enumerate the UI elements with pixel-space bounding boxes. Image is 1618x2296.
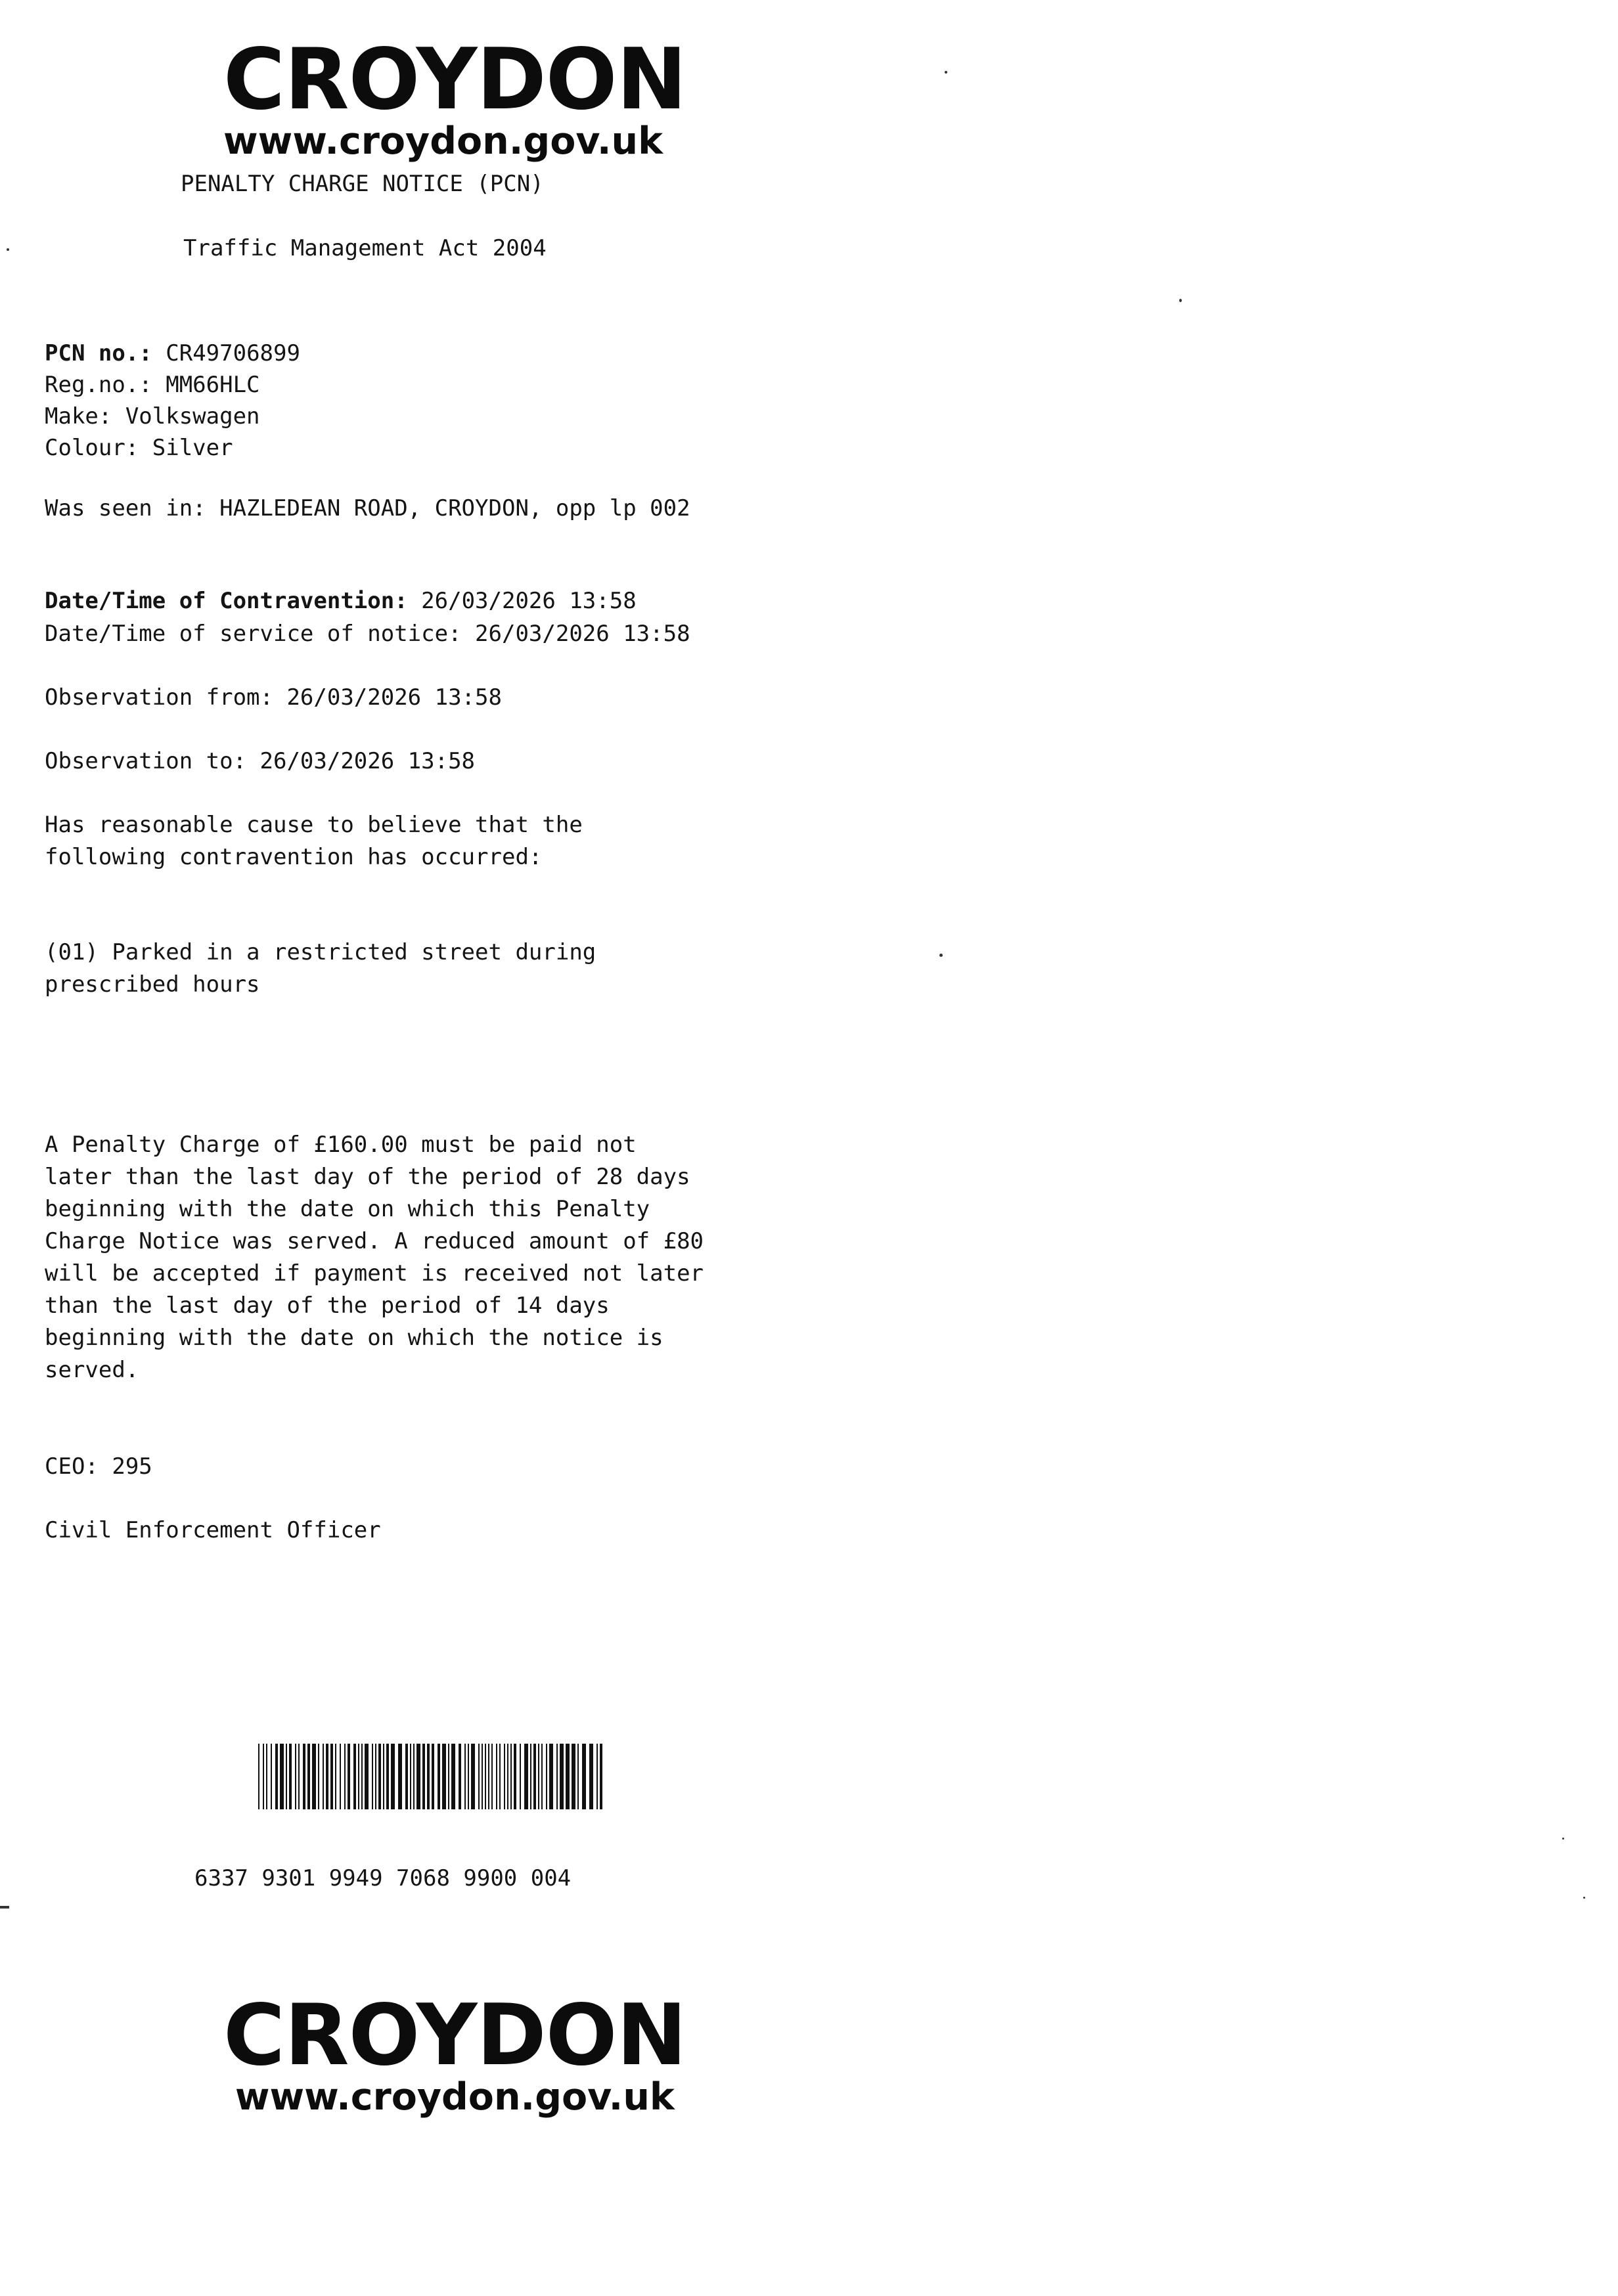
barcode-bar <box>572 1744 575 1809</box>
barcode-bar <box>524 1744 528 1809</box>
penalty-line-4: Charge Notice was served. A reduced amount of £80 <box>45 1228 704 1254</box>
reg-line: Reg.no.: MM66HLC <box>45 372 260 398</box>
belief-line-1: Has reasonable cause to believe that the <box>45 812 583 838</box>
barcode-bar <box>488 1744 489 1809</box>
barcode-number: 6337 9301 9949 7068 9900 004 <box>194 1865 572 1891</box>
logo-name: CROYDON <box>223 31 686 129</box>
barcode-bar <box>372 1744 373 1809</box>
croydon-logo-bottom <box>223 1987 686 2119</box>
barcode-bar <box>298 1744 300 1809</box>
barcode-bar <box>577 1744 579 1809</box>
observation-from-line: Observation from: 26/03/2026 13:58 <box>45 684 502 711</box>
barcode-bar <box>286 1744 287 1809</box>
scan-speck <box>1562 1838 1564 1840</box>
barcode-bar <box>258 1744 259 1809</box>
penalty-line-3: beginning with the date on which this Penalty <box>45 1196 650 1222</box>
pcn-number-line <box>45 337 300 370</box>
barcode-bar <box>504 1744 505 1809</box>
barcode-bar <box>307 1744 310 1809</box>
act-title: Traffic Management Act 2004 <box>183 235 547 261</box>
barcode-bar <box>514 1744 516 1809</box>
barcode-bar <box>361 1744 363 1809</box>
colour-line: Colour: Silver <box>45 435 233 461</box>
observation-to-line: Observation to: 26/03/2026 13:58 <box>45 748 476 774</box>
logo-url: www.croydon.gov.uk <box>223 120 663 163</box>
barcode <box>258 1744 604 1809</box>
barcode-bar <box>566 1744 570 1809</box>
barcode-bar <box>468 1744 469 1809</box>
penalty-line-8: served. <box>45 1357 139 1383</box>
barcode-bar <box>318 1744 319 1809</box>
barcode-bar <box>410 1744 411 1809</box>
penalty-line-6: than the last day of the period of 14 days <box>45 1292 610 1319</box>
penalty-line-7: beginning with the date on which the notice is <box>45 1325 663 1351</box>
location-line: Was seen in: HAZLEDEAN ROAD, CROYDON, opp lp 002 <box>45 495 690 521</box>
contravention-line-1: (01) Parked in a restricted street during <box>45 939 596 965</box>
penalty-line-2: later than the last day of the period of 28 days <box>45 1164 690 1190</box>
barcode-bar <box>464 1744 466 1809</box>
barcode-bar <box>442 1744 446 1809</box>
barcode-bar <box>485 1744 486 1809</box>
service-datetime-line: Date/Time of service of notice: 26/03/2026 13:58 <box>45 621 690 647</box>
scan-speck <box>1179 299 1182 302</box>
barcode-bar <box>507 1744 508 1809</box>
penalty-line-5: will be accepted if payment is received not later <box>45 1260 704 1287</box>
scan-speck <box>1583 1897 1585 1899</box>
barcode-bar <box>312 1744 316 1809</box>
barcode-bar <box>589 1744 593 1809</box>
barcode-bar <box>451 1744 455 1809</box>
belief-line-2: following contravention has occurred: <box>45 844 543 870</box>
barcode-bar <box>398 1744 402 1809</box>
logo-name: CROYDON <box>223 1987 686 2085</box>
penalty-line-1: A Penalty Charge of £160.00 must be paid not <box>45 1132 637 1158</box>
barcode-bar <box>538 1744 539 1809</box>
barcode-bar <box>530 1744 531 1809</box>
logo-url: www.croydon.gov.uk <box>235 2075 675 2119</box>
barcode-bar <box>303 1744 305 1809</box>
barcode-bar <box>365 1744 369 1809</box>
barcode-bar <box>330 1744 333 1809</box>
make-line: Make: Volkswagen <box>45 403 260 430</box>
barcode-bar <box>344 1744 346 1809</box>
barcode-bar <box>378 1744 381 1809</box>
barcode-bar <box>459 1744 461 1809</box>
barcode-bar <box>391 1744 395 1809</box>
pcn-value: CR49706899 <box>166 340 300 366</box>
contravention-line-2: prescribed hours <box>45 971 260 998</box>
barcode-bar <box>271 1744 272 1809</box>
barcode-bar <box>478 1744 480 1809</box>
barcode-bar <box>386 1744 389 1809</box>
barcode-bar <box>358 1744 359 1809</box>
barcode-bar <box>375 1744 376 1809</box>
barcode-bar <box>448 1744 449 1809</box>
notice-title: PENALTY CHARGE NOTICE (PCN) <box>181 171 544 197</box>
barcode-bar <box>405 1744 408 1809</box>
ceo-line: CEO: 295 <box>45 1453 152 1480</box>
barcode-bar <box>326 1744 328 1809</box>
barcode-bar <box>266 1744 267 1809</box>
barcode-bar <box>496 1744 497 1809</box>
contravention-datetime-line <box>45 585 637 617</box>
barcode-bar <box>335 1744 336 1809</box>
contravention-date-label: Date/Time of Contravention: <box>45 588 408 614</box>
barcode-bar <box>427 1744 430 1809</box>
barcode-bar <box>549 1744 553 1809</box>
barcode-bar <box>482 1744 483 1809</box>
barcode-bar <box>596 1744 598 1809</box>
barcode-bar <box>383 1744 384 1809</box>
barcode-bar <box>560 1744 564 1809</box>
barcode-bar <box>556 1744 558 1809</box>
barcode-bar <box>263 1744 264 1809</box>
barcode-bar <box>541 1744 543 1809</box>
scan-speck <box>7 248 9 251</box>
scan-speck <box>0 1906 9 1909</box>
barcode-bar <box>510 1744 512 1809</box>
barcode-bar <box>416 1744 420 1809</box>
barcode-bar <box>353 1744 356 1809</box>
barcode-bar <box>323 1744 324 1809</box>
barcode-bar <box>533 1744 536 1809</box>
barcode-bar <box>280 1744 284 1809</box>
barcode-bar <box>340 1744 341 1809</box>
barcode-bar <box>275 1744 278 1809</box>
barcode-bar <box>432 1744 434 1809</box>
pcn-label: PCN no.: <box>45 340 152 366</box>
barcode-bar <box>600 1744 602 1809</box>
barcode-bar <box>295 1744 296 1809</box>
barcode-bar <box>499 1744 501 1809</box>
barcode-bar <box>438 1744 440 1809</box>
contravention-date-value: 26/03/2026 13:58 <box>421 588 637 614</box>
croydon-logo-top <box>223 31 686 163</box>
barcode-bar <box>520 1744 521 1809</box>
barcode-bar <box>546 1744 547 1809</box>
barcode-bar <box>471 1744 475 1809</box>
barcode-bar <box>289 1744 292 1809</box>
barcode-bar <box>348 1744 350 1809</box>
scan-speck <box>945 71 947 74</box>
officer-title: Civil Enforcement Officer <box>45 1517 381 1543</box>
barcode-bar <box>422 1744 425 1809</box>
barcode-bar <box>582 1744 586 1809</box>
barcode-bar <box>491 1744 493 1809</box>
scan-speck <box>939 954 943 957</box>
barcode-bar <box>413 1744 415 1809</box>
